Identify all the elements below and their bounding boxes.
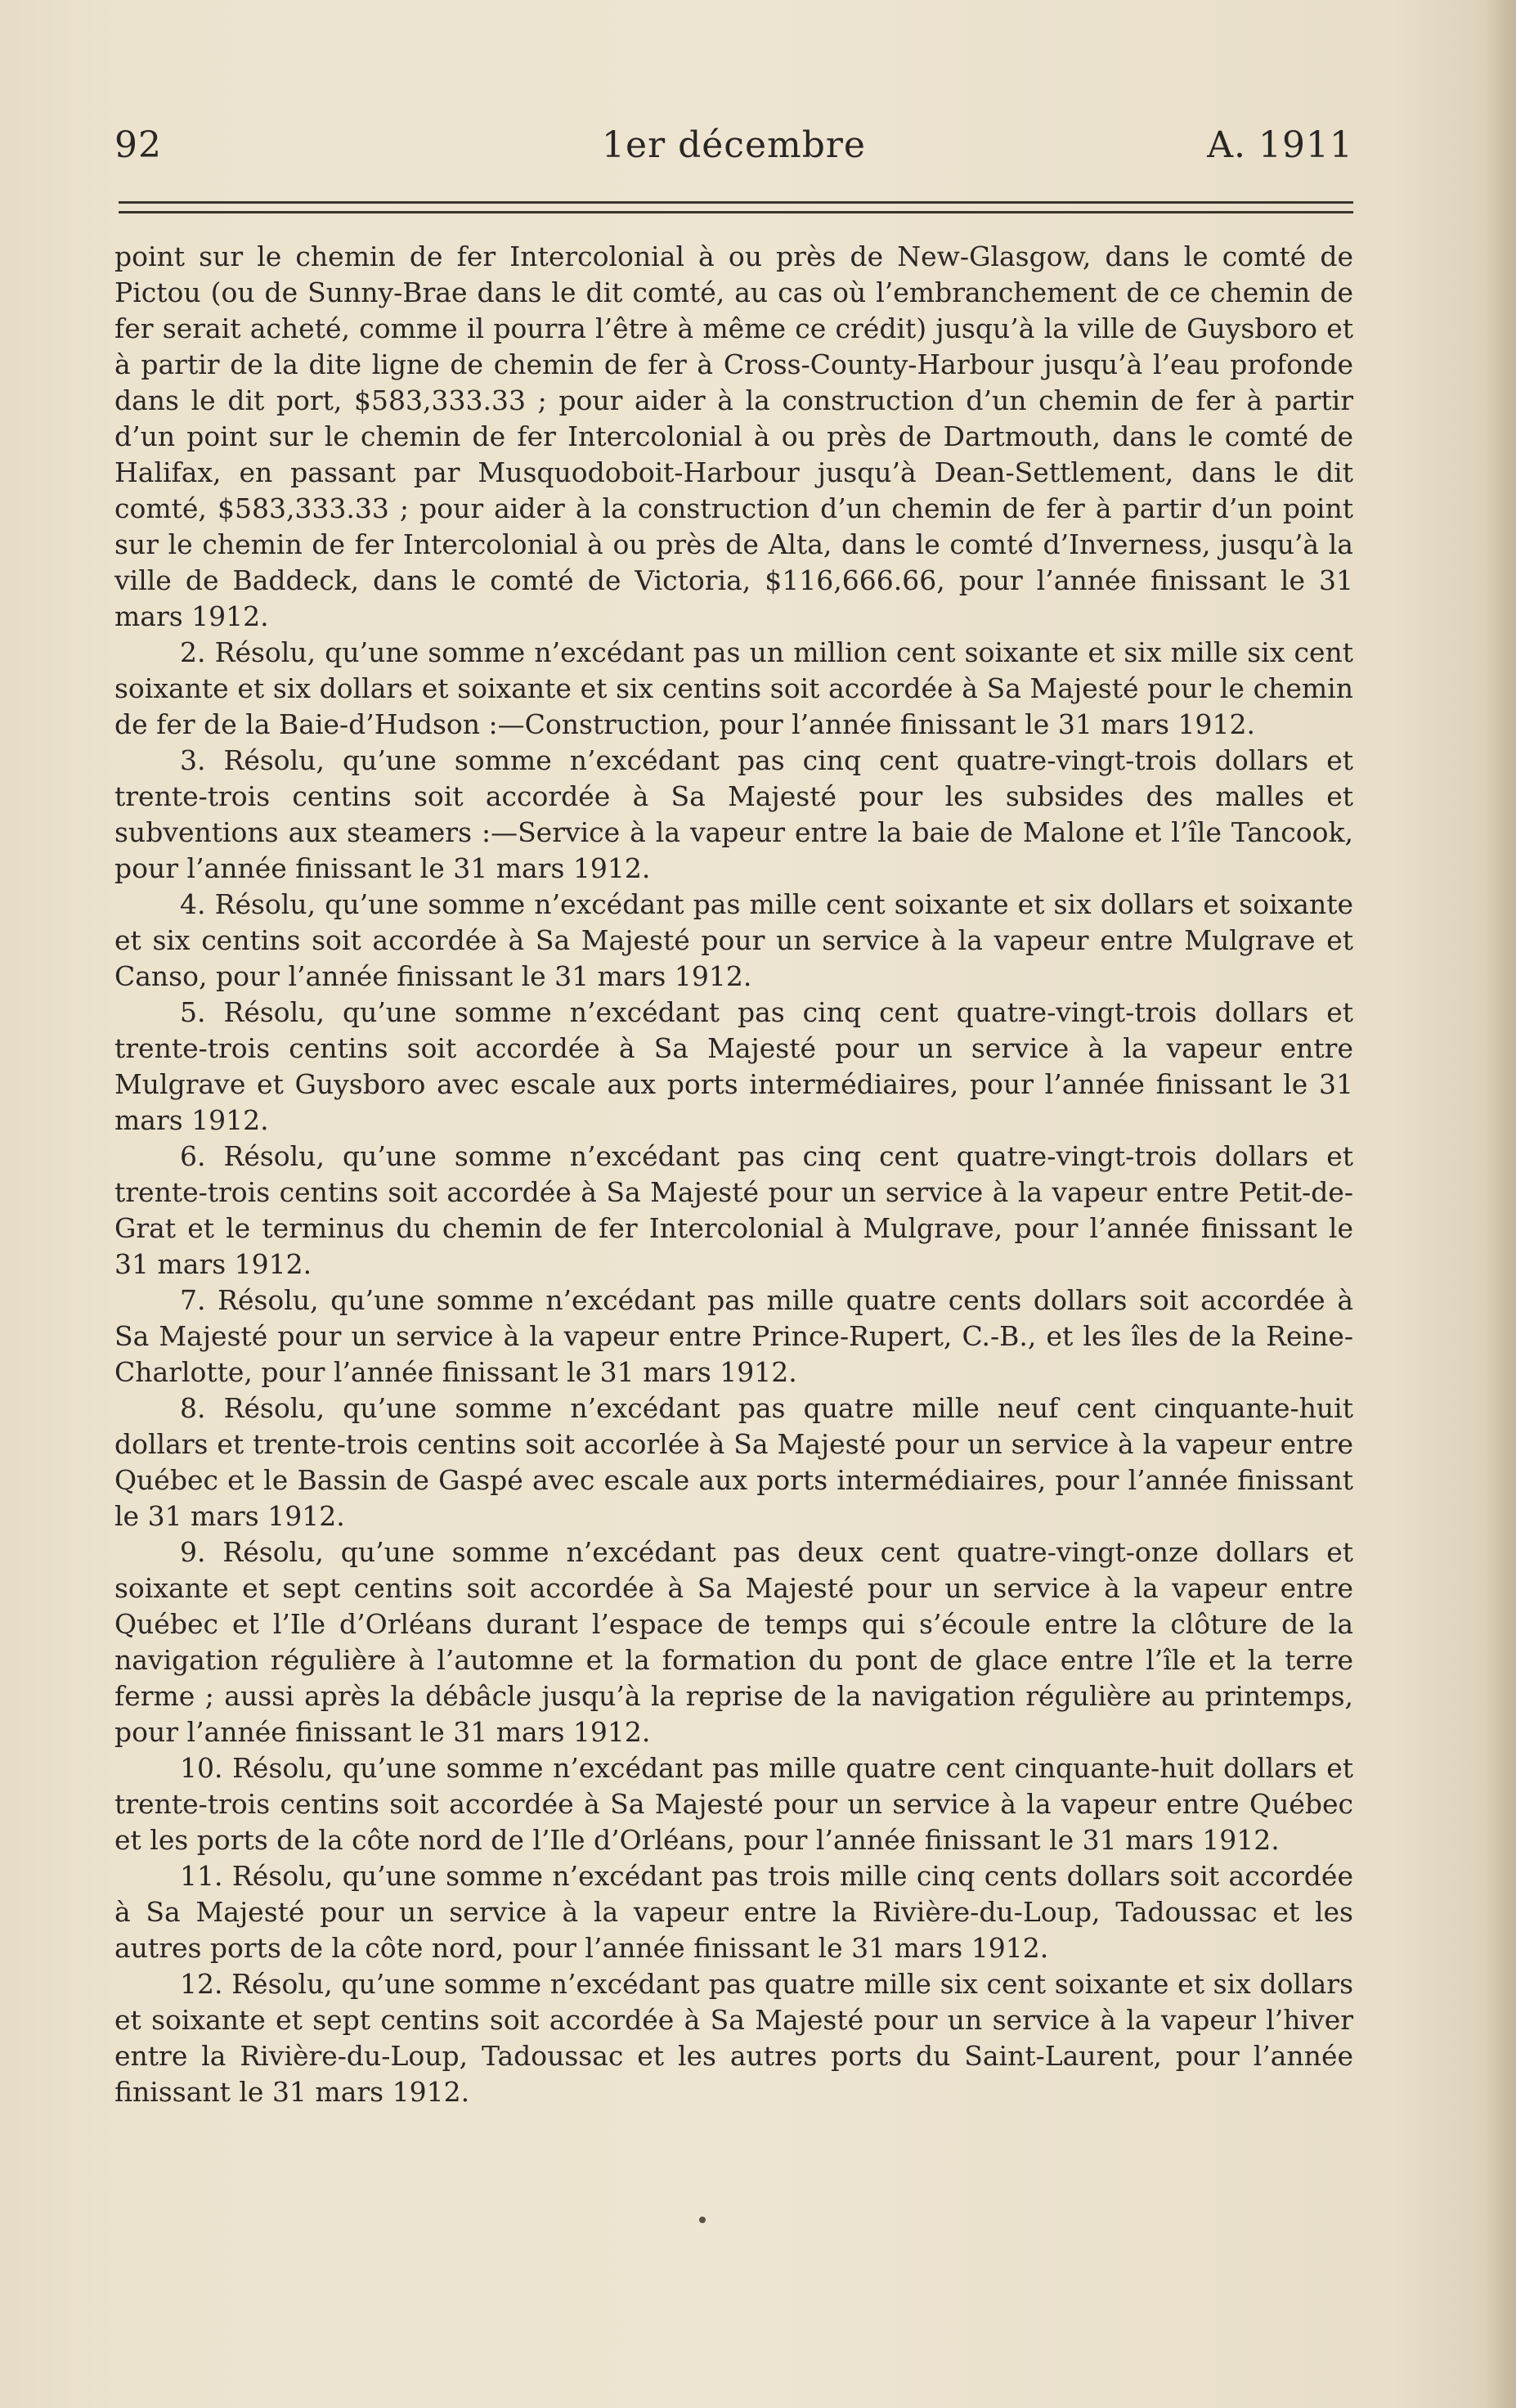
resolution-11: 11. Résolu, qu’une somme n’excédant pas trois mille cinq cents dollars soit accordée à Sa Majesté pour un service à la vapeur entre la Rivière-du-Loup, Tadoussac et les autres ports de la côte nord, pour l’année finissant le 31 mars 1912. [114,1860,1353,1964]
paragraph-continuation: point sur le chemin de fer Intercolonial à ou près de New-Glasgow, dans le comté de Pictou (ou de Sunny-Brae dans le dit comté, au cas où l’embranchement de ce chemin de fer serait acheté, comme il pourra l’être à même ce crédit) jusqu’à la ville de Guysboro et à partir de la dite ligne de chemin de fer à Cross-County-Harbour jusqu’à l’eau profonde dans le dit port, $583,333.33 ; pour aider à la construction d’un chemin de fer à partir d’un point sur le chemin de fer Intercolonial à ou près de Dartmouth, dans le comté de Halifax, en passant par Musquodoboit-Harbour jusqu’à Dean-Settlement, dans le dit comté, $583,333.33 ; pour aider à la construction d’un chemin de fer à partir d’un point sur le chemin de fer Intercolonial à ou près de Alta, dans le comté d’Inverness, jusqu’à la ville de Baddeck, dans le comté de Victoria, $116,666.66, pour l’année finissant le 31 mars 1912. [114,240,1353,632]
header-year: A. 1911 [1207,124,1353,166]
header-rule-top [119,201,1353,204]
resolution-6: 6. Résolu, qu’une somme n’excédant pas cinq cent quatre-vingt-trois dollars et trente-trois centins soit accordée à Sa Majesté pour un service à la vapeur entre Petit-de-Grat et le terminus du chemin de fer Intercolonial à Mulgrave, pour l’année finissant le 31 mars 1912. [114,1140,1353,1280]
page-number: 92 [114,124,162,166]
resolution-7: 7. Résolu, qu’une somme n’excédant pas mille quatre cents dollars soit accordée à Sa Majesté pour un service à la vapeur entre Prince-Rupert, C.-B., et les îles de la Reine-Charlotte, pour l’année finissant le 31 mars 1912. [114,1284,1353,1388]
header-date: 1er décembre [602,124,866,166]
header-rule-bottom [119,211,1353,213]
resolution-2: 2. Résolu, qu’une somme n’excédant pas un million cent soixante et six mille six cent soixante et six dollars et soixante et six centins soit accordée à Sa Majesté pour le chemin de fer de la Baie-d’Hudson :—Construction, pour l’année finissant le 31 mars 1912. [114,636,1353,740]
resolution-4: 4. Résolu, qu’une somme n’excédant pas mille cent soixante et six dollars et soixante et six centins soit accordée à Sa Majesté pour un service à la vapeur entre Mulgrave et Canso, pour l’année finissant le 31 mars 1912. [114,888,1353,992]
ink-dot [699,2217,706,2223]
body-text [114,239,1353,2110]
resolution-3: 3. Résolu, qu’une somme n’excédant pas cinq cent quatre-vingt-trois dollars et trente-trois centins soit accordée à Sa Majesté pour les subsides des malles et subventions aux steamers :—Service à la vapeur entre la baie de Malone et l’île Tancook, pour l’année finissant le 31 mars 1912. [114,744,1353,884]
resolution-10: 10. Résolu, qu’une somme n’excédant pas mille quatre cent cinquante-huit dollars et trente-trois centins soit accordée à Sa Majesté pour un service à la vapeur entre Québec et les ports de la côte nord de l’Ile d’Orléans, pour l’année finissant le 31 mars 1912. [114,1752,1353,1856]
resolution-8: 8. Résolu, qu’une somme n’excédant pas quatre mille neuf cent cinquante-huit dollars et trente-trois centins soit accorlée à Sa Majesté pour un service à la vapeur entre Québec et le Bassin de Gaspé avec escale aux ports intermédiaires, pour l’année finissant le 31 mars 1912. [114,1392,1353,1532]
resolution-12: 12. Résolu, qu’une somme n’excédant pas quatre mille six cent soixante et six dollars et soixante et sept centins soit accordée à Sa Majesté pour un service à la vapeur l’hiver entre la Rivière-du-Loup, Tadoussac et les autres ports du Saint-Laurent, pour l’année finissant le 31 mars 1912. [114,1968,1353,2108]
page-edge-shadow [1483,0,1516,2408]
resolution-9: 9. Résolu, qu’une somme n’excédant pas deux cent quatre-vingt-onze dollars et soixante et sept centins soit accordée à Sa Majesté pour un service à la vapeur entre Québec et l’Ile d’Orléans durant l’espace de temps qui s’écoule entre la clôture de la navigation régulière à l’automne et la formation du pont de glace entre l’île et la terre ferme ; aussi après la débâcle jusqu’à la reprise de la navigation régulière au printemps, pour l’année finissant le 31 mars 1912. [114,1536,1353,1748]
resolution-5: 5. Résolu, qu’une somme n’excédant pas cinq cent quatre-vingt-trois dollars et trente-trois centins soit accordée à Sa Majesté pour un service à la vapeur entre Mulgrave et Guysboro avec escale aux ports intermédiaires, pour l’année finissant le 31 mars 1912. [114,996,1353,1136]
page-header [114,121,1353,170]
